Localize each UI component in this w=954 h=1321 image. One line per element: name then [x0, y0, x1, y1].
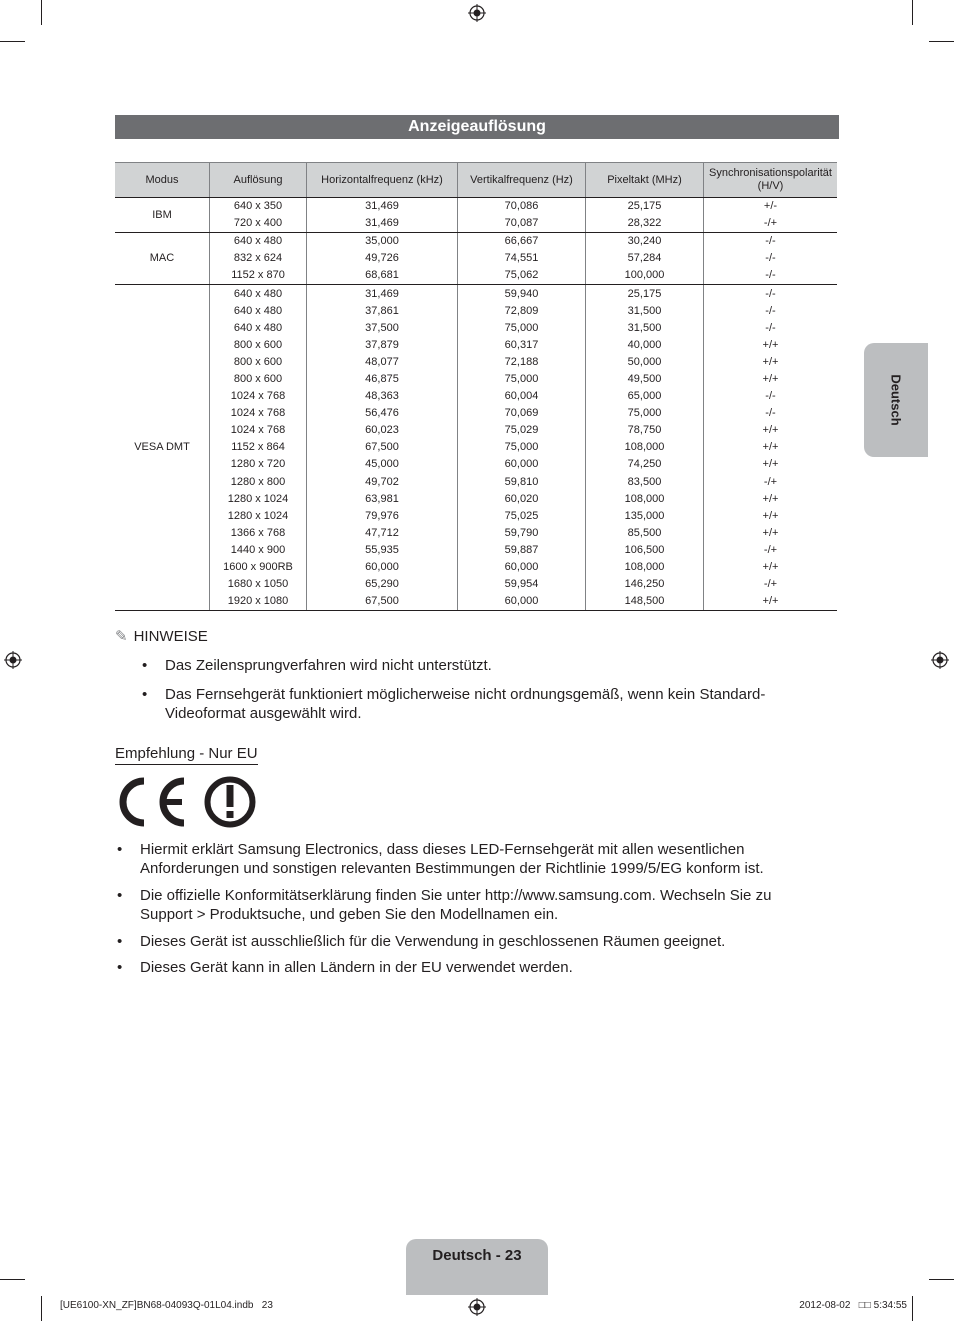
table-cell: 720 x 400 — [210, 215, 307, 233]
recommendation-heading: Empfehlung - Nur EU — [115, 745, 258, 765]
footer-file-name: [UE6100-XN_ZF]BN68-04093Q-01L04.indb 23 — [60, 1300, 273, 1311]
table-cell: 59,790 — [458, 525, 586, 542]
table-cell: 30,240 — [586, 233, 704, 251]
table-cell: 60,020 — [458, 491, 586, 508]
crop-mark — [912, 0, 913, 25]
table-cell: 37,879 — [307, 337, 458, 354]
registration-mark-icon — [4, 651, 22, 669]
table-row — [115, 508, 837, 525]
table-cell: -/+ — [704, 215, 838, 233]
table-cell: 108,000 — [586, 439, 704, 456]
table-cell: +/+ — [704, 422, 838, 439]
table-cell: +/+ — [704, 559, 838, 576]
table-row — [115, 439, 837, 456]
crop-mark — [929, 41, 954, 42]
table-cell: 49,702 — [307, 474, 458, 491]
resolution-table — [115, 162, 837, 611]
table-cell: 70,086 — [458, 198, 586, 216]
table-cell: -/- — [704, 303, 838, 320]
table-cell: -/- — [704, 250, 838, 267]
registration-mark-icon — [931, 651, 949, 669]
table-cell: 49,726 — [307, 250, 458, 267]
table-cell: 1280 x 1024 — [210, 491, 307, 508]
notes-list — [140, 656, 800, 733]
table-cell: -/- — [704, 285, 838, 303]
table-cell: 74,250 — [586, 456, 704, 473]
footer-timestamp: 2012-08-02 □□ 5:34:55 — [799, 1300, 907, 1311]
table-cell: 40,000 — [586, 337, 704, 354]
registration-mark-icon — [468, 4, 486, 22]
mode-cell: VESA DMT — [115, 285, 210, 611]
table-cell: 31,469 — [307, 198, 458, 216]
table-cell: 108,000 — [586, 491, 704, 508]
table-cell: +/+ — [704, 491, 838, 508]
table-row — [115, 198, 837, 216]
table-row — [115, 337, 837, 354]
table-cell: 1440 x 900 — [210, 542, 307, 559]
table-cell: 72,809 — [458, 303, 586, 320]
table-cell: +/+ — [704, 508, 838, 525]
table-cell: +/+ — [704, 593, 838, 611]
table-cell: +/- — [704, 198, 838, 216]
page-number-tab — [406, 1239, 548, 1295]
table-row — [115, 474, 837, 491]
recommendation-list — [115, 840, 805, 987]
table-cell: 55,935 — [307, 542, 458, 559]
list-item: • Dieses Gerät ist ausschließlich für die Verwendung in geschlossenen Räumen geeignet. — [115, 932, 805, 951]
table-cell: 1024 x 768 — [210, 422, 307, 439]
table-cell: -/- — [704, 267, 838, 285]
table-cell: 49,500 — [586, 371, 704, 388]
language-side-tab — [864, 343, 928, 457]
table-cell: 65,290 — [307, 576, 458, 593]
mode-cell: IBM — [115, 198, 210, 233]
table-cell: 640 x 480 — [210, 233, 307, 251]
table-cell: 65,000 — [586, 388, 704, 405]
table-cell: 146,250 — [586, 576, 704, 593]
table-row — [115, 542, 837, 559]
ce-mark-logo — [114, 775, 260, 829]
page-label: Deutsch - 23 — [432, 1247, 522, 1264]
table-cell: 31,500 — [586, 320, 704, 337]
table-cell: 48,077 — [307, 354, 458, 371]
table-row — [115, 285, 837, 303]
table-cell: 1920 x 1080 — [210, 593, 307, 611]
column-header: Synchronisationspolarität (H/V) — [704, 163, 838, 198]
table-row — [115, 215, 837, 233]
list-item: • Die offizielle Konformitätserklärung finden Sie unter http://www.samsung.com. Wechseln Sie zu Support > Produktsuche, und geben Sie den Modellnamen ein. — [115, 886, 805, 924]
table-cell: +/+ — [704, 371, 838, 388]
table-cell: 50,000 — [586, 354, 704, 371]
crop-mark — [912, 1296, 913, 1321]
table-cell: 135,000 — [586, 508, 704, 525]
table-cell: -/+ — [704, 576, 838, 593]
table-row — [115, 405, 837, 422]
table-cell: 1680 x 1050 — [210, 576, 307, 593]
table-cell: 59,954 — [458, 576, 586, 593]
table-cell: 37,500 — [307, 320, 458, 337]
table-row — [115, 576, 837, 593]
table-cell: 31,469 — [307, 285, 458, 303]
crop-mark — [929, 1279, 954, 1280]
table-cell: 60,004 — [458, 388, 586, 405]
table-cell: +/+ — [704, 337, 838, 354]
table-row — [115, 525, 837, 542]
table-cell: 78,750 — [586, 422, 704, 439]
table-cell: 56,476 — [307, 405, 458, 422]
table-cell: 75,029 — [458, 422, 586, 439]
table-cell: 31,469 — [307, 215, 458, 233]
table-cell: 75,000 — [458, 320, 586, 337]
table-cell: 35,000 — [307, 233, 458, 251]
table-cell: 1280 x 720 — [210, 456, 307, 473]
table-row — [115, 354, 837, 371]
table-cell: 60,000 — [307, 559, 458, 576]
table-cell: -/- — [704, 388, 838, 405]
table-cell: -/- — [704, 320, 838, 337]
table-row — [115, 250, 837, 267]
table-cell: 75,000 — [458, 371, 586, 388]
table-row — [115, 559, 837, 576]
table-cell: 66,667 — [458, 233, 586, 251]
table-row — [115, 233, 837, 251]
table-header-row — [115, 163, 837, 198]
table-cell: 1024 x 768 — [210, 405, 307, 422]
table-row — [115, 320, 837, 337]
table-cell: +/+ — [704, 525, 838, 542]
column-header: Pixeltakt (MHz) — [586, 163, 704, 198]
table-cell: -/- — [704, 405, 838, 422]
notes-title: HINWEISE — [133, 628, 208, 645]
table-cell: 60,317 — [458, 337, 586, 354]
registration-mark-icon — [468, 1298, 486, 1316]
table-cell: 100,000 — [586, 267, 704, 285]
table-row — [115, 267, 837, 285]
table-cell: 1280 x 800 — [210, 474, 307, 491]
table-cell: 75,000 — [458, 439, 586, 456]
notes-heading — [115, 627, 208, 645]
table-cell: 75,062 — [458, 267, 586, 285]
table-cell: 59,887 — [458, 542, 586, 559]
table-cell: 640 x 480 — [210, 320, 307, 337]
table-cell: 70,087 — [458, 215, 586, 233]
table-cell: 75,025 — [458, 508, 586, 525]
table-cell: 85,500 — [586, 525, 704, 542]
table-row — [115, 456, 837, 473]
table-row — [115, 388, 837, 405]
table-cell: 640 x 480 — [210, 303, 307, 320]
column-header: Auflösung — [210, 163, 307, 198]
table-cell: 25,175 — [586, 285, 704, 303]
table-cell: 60,000 — [458, 559, 586, 576]
pencil-note-icon: ✎ — [115, 628, 128, 645]
table-cell: 60,023 — [307, 422, 458, 439]
table-cell: -/- — [704, 233, 838, 251]
mode-cell: MAC — [115, 233, 210, 285]
table-cell: 1366 x 768 — [210, 525, 307, 542]
column-header: Modus — [115, 163, 210, 198]
crop-mark — [0, 41, 25, 42]
table-cell: 1152 x 864 — [210, 439, 307, 456]
table-row — [115, 491, 837, 508]
table-row — [115, 371, 837, 388]
table-cell: 79,976 — [307, 508, 458, 525]
table-cell: 640 x 480 — [210, 285, 307, 303]
table-cell: +/+ — [704, 439, 838, 456]
table-cell: 1600 x 900RB — [210, 559, 307, 576]
table-cell: 28,322 — [586, 215, 704, 233]
column-header: Horizontalfrequenz (kHz) — [307, 163, 458, 198]
table-cell: 59,810 — [458, 474, 586, 491]
table-cell: 74,551 — [458, 250, 586, 267]
table-cell: 1024 x 768 — [210, 388, 307, 405]
list-item: • Dieses Gerät kann in allen Ländern in der EU verwendet werden. — [115, 958, 805, 977]
table-cell: 37,861 — [307, 303, 458, 320]
table-cell: 60,000 — [458, 456, 586, 473]
table-cell: 832 x 624 — [210, 250, 307, 267]
list-item: • Das Fernsehgerät funktioniert möglicherweise nicht ordnungsgemäß, wenn kein Standard-Videoformat ausgewählt wird. — [140, 685, 800, 723]
table-cell: 57,284 — [586, 250, 704, 267]
table-row — [115, 593, 837, 611]
table-cell: 67,500 — [307, 593, 458, 611]
list-item: • Das Zeilensprungverfahren wird nicht unterstützt. — [140, 656, 800, 675]
table-cell: 63,981 — [307, 491, 458, 508]
table-cell: -/+ — [704, 474, 838, 491]
side-tab-label: Deutsch — [888, 374, 904, 426]
table-row — [115, 422, 837, 439]
table-cell: 106,500 — [586, 542, 704, 559]
table-row — [115, 303, 837, 320]
table-cell: 59,940 — [458, 285, 586, 303]
table-cell: 72,188 — [458, 354, 586, 371]
table-cell: 48,363 — [307, 388, 458, 405]
table-cell: 800 x 600 — [210, 337, 307, 354]
crop-mark — [41, 0, 42, 25]
table-cell: 60,000 — [458, 593, 586, 611]
table-cell: 68,681 — [307, 267, 458, 285]
table-cell: 46,875 — [307, 371, 458, 388]
column-header: Vertikalfrequenz (Hz) — [458, 163, 586, 198]
table-cell: +/+ — [704, 354, 838, 371]
table-cell: 800 x 600 — [210, 371, 307, 388]
table-cell: 25,175 — [586, 198, 704, 216]
table-cell: 83,500 — [586, 474, 704, 491]
table-cell: 75,000 — [586, 405, 704, 422]
crop-mark — [41, 1296, 42, 1321]
table-cell: 640 x 350 — [210, 198, 307, 216]
crop-mark — [0, 1279, 25, 1280]
table-cell: 47,712 — [307, 525, 458, 542]
table-cell: 800 x 600 — [210, 354, 307, 371]
table-cell: 31,500 — [586, 303, 704, 320]
list-item: • Hiermit erklärt Samsung Electronics, dass dieses LED-Fernsehgerät mit allen wesentlichen Anforderungen und sonstigen relevanten Bestimmungen der Richtlinie 1999/5/EG konform ist. — [115, 840, 805, 878]
table-cell: 1152 x 870 — [210, 267, 307, 285]
section-title: Anzeigeauflösung — [115, 115, 839, 139]
table-cell: 70,069 — [458, 405, 586, 422]
table-cell: 67,500 — [307, 439, 458, 456]
table-body — [115, 198, 837, 611]
table-cell: 108,000 — [586, 559, 704, 576]
table-cell: 148,500 — [586, 593, 704, 611]
table-cell: +/+ — [704, 456, 838, 473]
table-cell: 45,000 — [307, 456, 458, 473]
table-cell: 1280 x 1024 — [210, 508, 307, 525]
table-cell: -/+ — [704, 542, 838, 559]
